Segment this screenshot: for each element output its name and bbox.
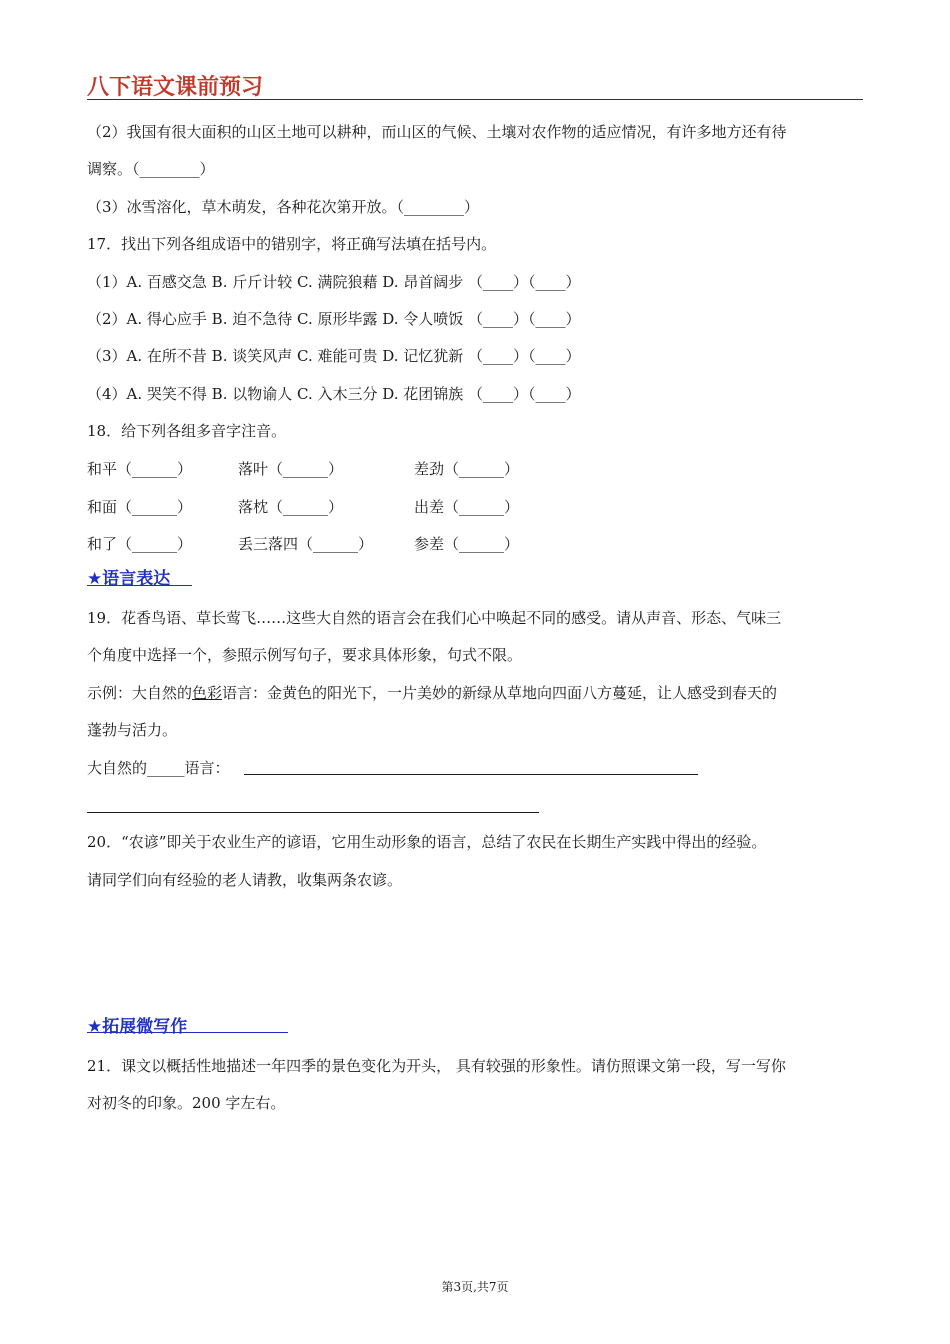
q18-cell: 和平（______）	[87, 460, 193, 478]
q18-cell: 和面（______）	[87, 498, 193, 516]
section-heading-language: ★语言表达	[87, 569, 171, 589]
q17-stem: 17．找出下列各组成语中的错别字，将正确写法填在括号内。	[87, 235, 497, 253]
q18-cell: 参差（______）	[414, 535, 520, 553]
q19-example-line2: 蓬勃与活力。	[87, 721, 178, 739]
section-heading-writing: ★拓展微写作	[87, 1017, 188, 1037]
section-heading-underline	[87, 1032, 288, 1033]
q19-example-keyword: 色彩	[192, 684, 223, 702]
q21-line1: 21．课文以概括性地描述一年四季的景色变化为开头， 具有较强的形象性。请仿照课文第一段，写一写你	[87, 1057, 786, 1075]
q18-cell: 出差（______）	[414, 498, 520, 516]
q19-answer-prefix: 大自然的_____语言：	[87, 759, 230, 777]
q17-row-3: （3）A. 在所不昔 B. 谈笑风声 C. 难能可贵 D. 记忆犹新 （____）（____）	[87, 347, 581, 365]
page-number: 第3页,共7页	[441, 1280, 509, 1294]
q19-line1: 19．花香鸟语、草长莺飞……这些大自然的语言会在我们心中唤起不同的感受。请从声音、形态、气味三	[87, 609, 782, 627]
q17-row-2: （2）A. 得心应手 B. 迫不急待 C. 原形毕露 D. 令人喷饭 （____）（____）	[87, 310, 581, 328]
q17-row-1: （1）A. 百感交急 B. 斤斤计较 C. 满院狼藉 D. 昂首阔步 （____）（____）	[87, 273, 581, 291]
q18-stem: 18．给下列各组多音字注音。	[87, 422, 287, 440]
q18-cell: 丢三落四（______）	[238, 535, 374, 553]
q18-cell: 落叶（______）	[238, 460, 344, 478]
q19-example: 示例：大自然的色彩语言：金黄色的阳光下，一片美妙的新绿从草地向四面八方蔓延，让人感受到春天的	[87, 684, 778, 702]
q17-row-4: （4）A. 哭笑不得 B. 以物谕人 C. 入木三分 D. 花团锦族 （____）（____）	[87, 385, 581, 403]
q16-item-3: （3）冰雪溶化，草木萌发，各种花次第开放。（________）	[87, 198, 480, 216]
q18-cell: 落枕（______）	[238, 498, 344, 516]
q20-line1: 20．“农谚”即关于农业生产的谚语，它用生动形象的语言，总结了农民在长期生产实践中得出的经验。	[87, 833, 767, 851]
q21-line2: 对初冬的印象。200 字左右。	[87, 1094, 286, 1112]
q16-item-2-line2: 调察。（________）	[87, 160, 215, 178]
q20-line2: 请同学们向有经验的老人请教，收集两条农谚。	[87, 871, 403, 889]
q19-answer-line-2[interactable]	[87, 812, 539, 813]
page-title: 八下语文课前预习	[87, 75, 264, 100]
q16-item-2-line1: （2）我国有很大面积的山区土地可以耕种，而山区的气候、土壤对农作物的适应情况，有许多地方还有待	[87, 123, 787, 141]
q18-cell: 差劲（______）	[414, 460, 520, 478]
q18-cell: 和了（______）	[87, 535, 193, 553]
q19-line2: 个角度中选择一个，参照示例写句子，要求具体形象，句式不限。	[87, 646, 523, 664]
section-heading-underline	[87, 585, 192, 586]
header-divider	[87, 99, 863, 100]
q19-answer-line-1[interactable]	[244, 774, 698, 775]
